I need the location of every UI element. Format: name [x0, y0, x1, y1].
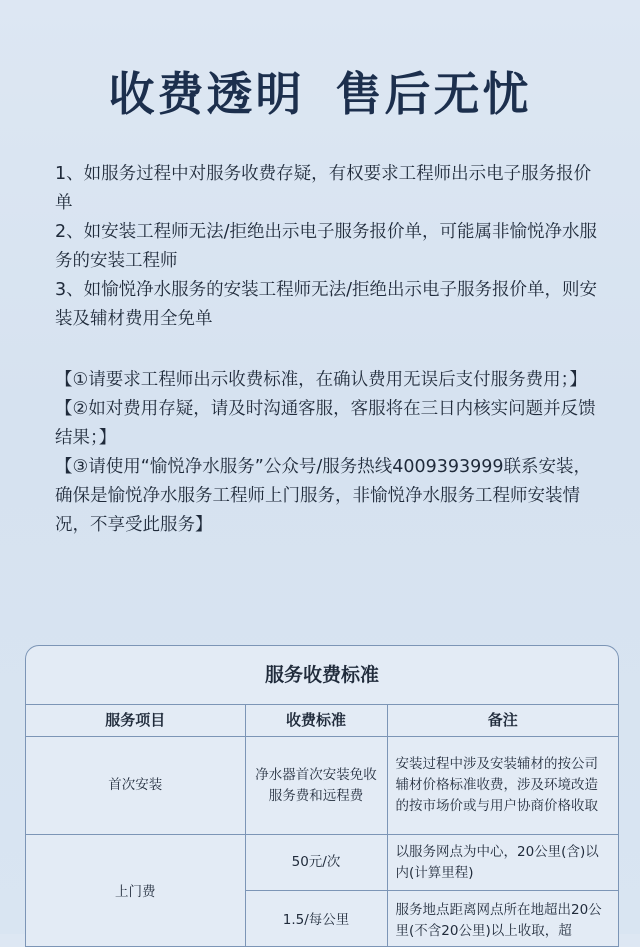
cell-item: 首次安装: [26, 737, 245, 835]
notice-item-3: 【③请使用“愉悦净水服务”公众号/服务热线4009393999联系安装，: [55, 453, 600, 482]
notice-list: [55, 366, 600, 540]
fee-table: [26, 705, 618, 947]
fee-table-title: 服务收费标准: [26, 646, 618, 705]
table-row: [26, 835, 618, 891]
cell-item: 上门费: [26, 835, 245, 947]
cell-note: 以服务网点为中心，20公里(含)以内(计算里程): [387, 835, 618, 891]
cell-fee: 1.5/每公里: [245, 891, 387, 947]
intro-item-3: 3、如愉悦净水服务的安装工程师无法/拒绝出示电子服务报价单，则安装及辅材费用全免单: [55, 276, 600, 334]
cell-fee: 50元/次: [245, 835, 387, 891]
notice-item-2: 【②如对费用存疑，请及时沟通客服，客服将在三日内核实问题并反馈结果；】: [55, 395, 600, 453]
header-note: 备注: [387, 705, 618, 737]
header-fee: 收费标准: [245, 705, 387, 737]
intro-item-1: 1、如服务过程中对服务收费存疑，有权要求工程师出示电子服务报价单: [55, 160, 600, 218]
intro-list: [55, 160, 600, 334]
table-header-row: [26, 705, 618, 737]
notice-item-1: 【①请要求工程师出示收费标准，在确认费用无误后支付服务费用；】: [55, 366, 600, 395]
cell-fee: 净水器首次安装免收服务费和远程费: [245, 737, 387, 835]
header-item: 服务项目: [26, 705, 245, 737]
cell-note: 安装过程中涉及安装辅材的按公司辅材价格标准收费，涉及环境改造的按市场价或与用户协商价格收取: [387, 737, 618, 835]
intro-item-2: 2、如安装工程师无法/拒绝出示电子服务报价单，可能属非愉悦净水服务的安装工程师: [55, 218, 600, 276]
fee-table-card: [25, 645, 619, 947]
page-title: 收费透明 售后无忧: [0, 58, 640, 124]
cell-note: 服务地点距离网点所在地超出20公里(不含20公里)以上收取，超: [387, 891, 618, 947]
notice-item-4: 确保是愉悦净水服务工程师上门服务，非愉悦净水服务工程师安装情况，不享受此服务】: [55, 482, 600, 540]
table-row: [26, 737, 618, 835]
